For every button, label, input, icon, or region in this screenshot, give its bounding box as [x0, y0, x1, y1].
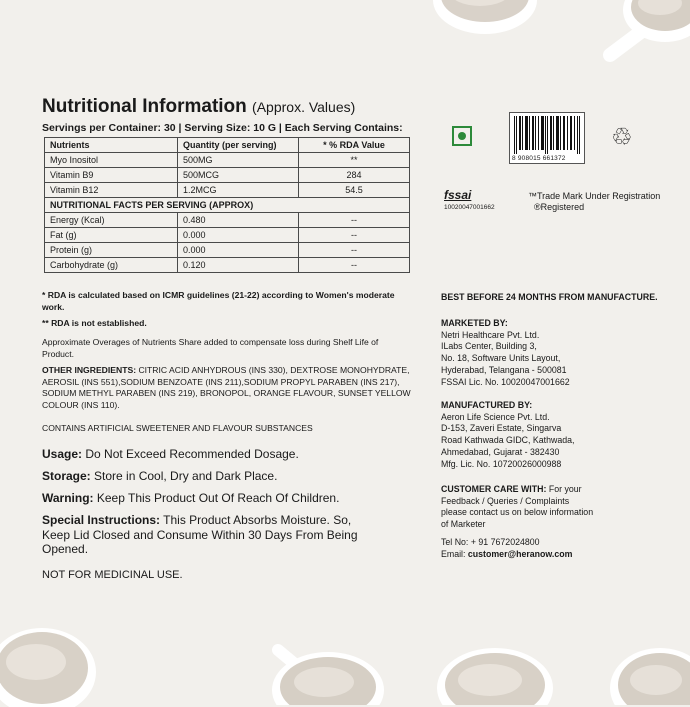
table-cell: Carbohydrate (g) — [45, 258, 178, 273]
table-cell: -- — [299, 243, 410, 258]
marketed-by-block — [441, 318, 570, 388]
table-cell: 500MCG — [178, 168, 299, 183]
other-ingredients — [42, 365, 417, 411]
table-cell: Vitamin B9 — [45, 168, 178, 183]
customer-care-heading — [441, 484, 593, 496]
powder-scoop-image — [590, 0, 690, 70]
table-cell: 0.120 — [178, 258, 299, 273]
best-before: BEST BEFORE 24 MONTHS FROM MANUFACTURE. — [441, 292, 658, 302]
warning-line — [42, 491, 339, 506]
table-section-title: NUTRITIONAL FACTS PER SERVING (APPROX) — [45, 198, 410, 213]
fssai-license-number: 10020047001662 — [444, 204, 495, 211]
address-line: Road Kathwada GIDC, Kathwada, — [441, 435, 575, 446]
storage-line — [42, 469, 277, 484]
nutrition-table — [44, 137, 410, 273]
storage-text: Store in Cool, Dry and Dark Place. — [90, 469, 278, 483]
table-row — [45, 153, 410, 168]
table-cell: 0.000 — [178, 243, 299, 258]
marketed-by-label: MARKETED BY: — [441, 318, 508, 328]
powder-scoop-image — [0, 612, 100, 707]
table-cell: -- — [299, 228, 410, 243]
table-header-cell: Nutrients — [45, 138, 178, 153]
address-line: ILabs Center, Building 3, — [441, 341, 537, 352]
table-cell: -- — [299, 258, 410, 273]
overages-note: Approximate Overages of Nutrients Share added to compensate loss during Shelf Life of Product. — [42, 337, 379, 359]
artificial-sweetener-note: CONTAINS ARTIFICIAL SWEETENER AND FLAVOUR SUBSTANCES — [42, 423, 313, 433]
table-cell: 1.2MCG — [178, 183, 299, 198]
customer-care-label: CUSTOMER CARE WITH: — [441, 484, 547, 494]
table-row — [45, 183, 410, 198]
ingredients-text: CITRIC ACID ANHYDROUS (INS 330), DEXTROSE MONOHYDRATE, AEROSIL (INS 551),SODIUM BENZOATE (INS 211),SODIUM PROPYL PARABEN (INS 217), SODIUM METHYL PARABEN (INS 219), BRONOPOL, ORANGE FLAVOUR, SUNSET YELLOW COLOUR (INS 110). — [42, 365, 411, 410]
table-row — [45, 228, 410, 243]
email-line — [441, 549, 593, 561]
title-subtitle: (Approx. Values) — [252, 99, 356, 115]
table-header-row — [45, 138, 410, 153]
rda-not-established-note: ** RDA is not established. — [42, 318, 147, 328]
usage-text: Do Not Exceed Recommended Dosage. — [82, 447, 299, 461]
address-line: No. 18, Software Units Layout, — [441, 353, 561, 364]
email-address: customer@heranow.com — [467, 548, 573, 559]
customer-care-line: please contact us on below information — [441, 507, 594, 518]
powder-scoop-image — [598, 630, 690, 705]
registered-line: ®Registered — [534, 202, 585, 212]
usage-label: Usage: — [42, 447, 83, 461]
not-medicinal-note: NOT FOR MEDICINAL USE. — [42, 569, 183, 581]
trademark-note — [528, 191, 660, 213]
table-cell: 0.480 — [178, 213, 299, 228]
special-label: Special Instructions: — [42, 513, 161, 527]
servings-line: Servings per Container: 30 | Serving Size: 10 G | Each Serving Contains: — [42, 122, 403, 134]
storage-label: Storage: — [42, 469, 91, 483]
veg-symbol-icon — [452, 126, 472, 146]
fssai-logo: fssai — [444, 188, 472, 202]
table-cell: Protein (g) — [45, 243, 178, 258]
rda-note: * RDA is calculated based on ICMR guidelines (21-22) according to Women's moderate work. — [42, 290, 395, 312]
customer-care-intro: For your — [546, 484, 582, 494]
powder-scoop-image — [430, 0, 540, 40]
table-row — [45, 168, 410, 183]
title-text: Nutritional Information — [42, 96, 247, 117]
powder-scoop-image — [435, 630, 560, 705]
address-line: Netri Healthcare Pvt. Ltd. — [441, 329, 540, 340]
table-row — [45, 258, 410, 273]
table-cell: Energy (Kcal) — [45, 213, 178, 228]
customer-care-line: of Marketer — [441, 519, 486, 530]
table-section-row — [45, 198, 410, 213]
address-line: Ahmedabad, Gujarat - 382430 — [441, 446, 560, 457]
usage-line — [42, 447, 299, 462]
customer-care-line: Feedback / Queries / Complaints — [441, 495, 570, 506]
table-cell: -- — [299, 213, 410, 228]
table-cell: 0.000 — [178, 228, 299, 243]
customer-care-block — [441, 484, 593, 560]
table-cell: 54.5 — [299, 183, 410, 198]
table-cell: Vitamin B12 — [45, 183, 178, 198]
table-cell: 284 — [299, 168, 410, 183]
table-header-cell: * % RDA Value — [299, 138, 410, 153]
special-text: This Product Absorbs Moisture. So, Keep Lid Closed and Consume Within 30 Days From Being Opened. — [42, 513, 358, 556]
manufactured-by-label: MANUFACTURED BY: — [441, 400, 533, 410]
table-cell: Fat (g) — [45, 228, 178, 243]
powder-scoop-image — [258, 635, 388, 705]
table-cell: Myo Inositol — [45, 153, 178, 168]
nutrition-title — [42, 96, 355, 118]
address-line: D-153, Zaveri Estate, Singarva — [441, 423, 562, 434]
email-label: Email: — [441, 548, 468, 559]
warning-label: Warning: — [42, 491, 94, 505]
barcode-bars-icon — [514, 116, 580, 154]
table-row — [45, 213, 410, 228]
warning-text: Keep This Product Out Of Reach Of Children. — [93, 491, 340, 505]
fssai-mark — [444, 188, 495, 211]
address-line: FSSAI Lic. No. 10020047001662 — [441, 376, 570, 387]
table-cell: 500MG — [178, 153, 299, 168]
special-instructions — [42, 513, 382, 557]
manufactured-by-block — [441, 400, 575, 470]
address-line: Mfg. Lic. No. 10720026000988 — [441, 458, 562, 469]
table-row — [45, 243, 410, 258]
recycle-icon: ♲ — [611, 124, 633, 151]
address-line: Aeron Life Science Pvt. Ltd. — [441, 411, 550, 422]
barcode-number: 8 908015 661372 — [512, 155, 566, 162]
table-cell: ** — [299, 153, 410, 168]
table-header-cell: Quantity (per serving) — [178, 138, 299, 153]
trademark-line: ™Trade Mark Under Registration — [528, 191, 661, 201]
ingredients-label: OTHER INGREDIENTS: — [42, 365, 137, 375]
tel-line: Tel No: + 91 7672024800 — [441, 536, 540, 547]
barcode — [509, 112, 585, 164]
address-line: Hyderabad, Telangana - 500081 — [441, 364, 567, 375]
